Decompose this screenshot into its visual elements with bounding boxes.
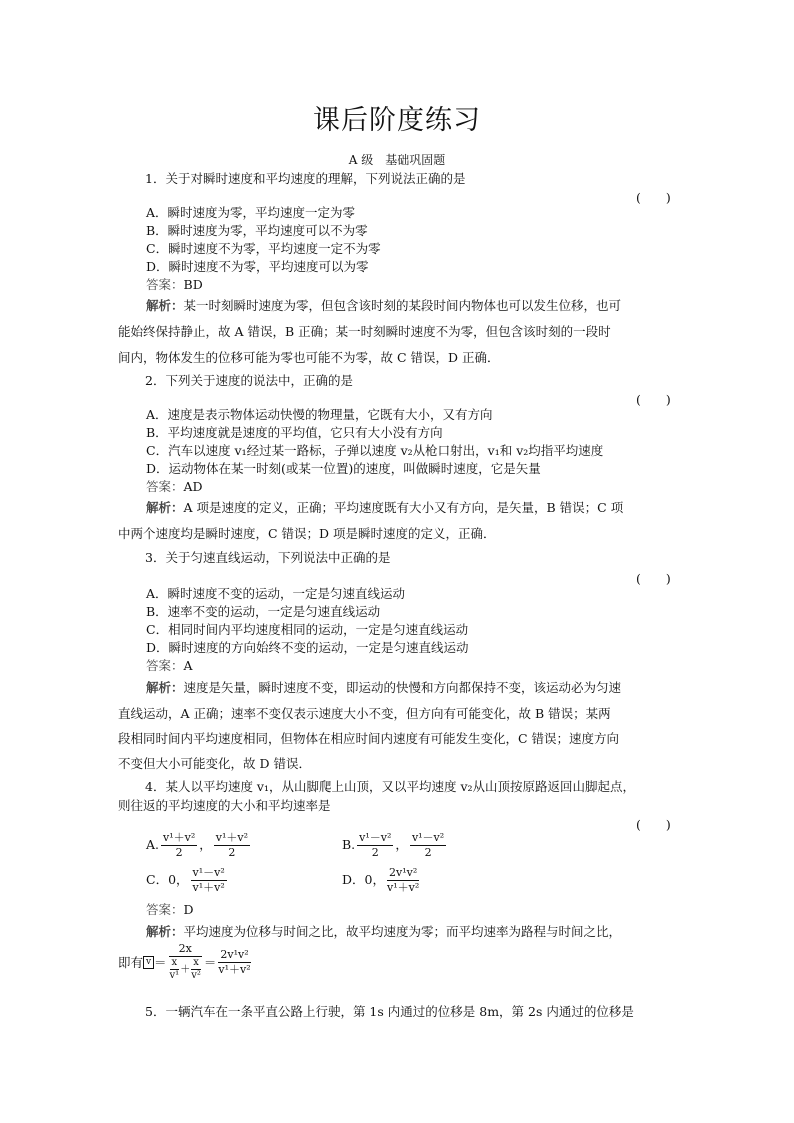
question-3-stem: 3．关于匀速直线运动，下列说法中正确的是 <box>145 550 391 565</box>
q3-explain-line-2: 直线运动，A 正确；速率不变仅表示速度大小不变，但方向有可能变化，故 B 错误；某两 <box>118 706 611 721</box>
q2-explain-line-1: 解析：A 项是速度的定义，正确；平均速度既有大小又有方向，是矢量，B 错误；C 项 <box>146 500 624 515</box>
q3-answer: 答案：A <box>146 658 193 673</box>
q2-option-c: C．汽车以速度 v₁经过某一路标，子弹以速度 v₂从枪口射出，v₁和 v₂均指平均速度 <box>146 443 604 458</box>
question-1-stem: 1．关于对瞬时速度和平均速度的理解，下列说法正确的是 <box>145 171 466 186</box>
answer-blank-4: ( ) <box>636 817 671 832</box>
q3-option-d: D．瞬时速度的方向始终不变的运动，一定是匀速直线运动 <box>146 640 469 655</box>
q1-explain-line-3: 间内，物体发生的位移可能为零也可能不为零，故 C 错误，D 正确． <box>118 350 500 365</box>
q3-option-c: C．相同时间内平均速度相同的运动，一定是匀速直线运动 <box>146 622 469 637</box>
q3-option-a: A．瞬时速度不变的运动，一定是匀速直线运动 <box>146 586 406 601</box>
q1-option-d: D．瞬时速度不为零，平均速度可以为零 <box>146 259 369 274</box>
q2-explain-line-2: 中两个速度均是瞬时速度，C 错误；D 项是瞬时速度的定义，正确． <box>118 526 496 541</box>
answer-blank-1: ( ) <box>636 190 671 205</box>
page-title: 课后阶度练习 <box>313 105 481 136</box>
q1-option-a: A．瞬时速度为零，平均速度一定为零 <box>146 205 356 220</box>
fraction: $\frac{\text{v¹－v²}}{2}$ <box>359 831 392 859</box>
q2-answer: 答案：AD <box>146 479 203 494</box>
q1-option-c: C．瞬时速度不为零，平均速度一定不为零 <box>146 241 381 256</box>
q1-option-b: B．瞬时速度为零，平均速度可以不为零 <box>146 223 368 238</box>
fraction: $\frac{\text{v¹＋v²}}{2}$ <box>163 831 196 859</box>
q3-option-b: B．速率不变的运动，一定是匀速直线运动 <box>146 604 381 619</box>
average-speed-symbol: v <box>143 956 154 969</box>
answer-blank-2: ( ) <box>636 392 671 407</box>
q4-option-d: D．0， $\frac{\text{2v¹v²}}{\text{v¹＋v²}}$ <box>342 866 420 894</box>
q4-formula: 即有 v ＝ 2x $\frac{x}{\text{v¹}}$ ＋ $\frac{x}{\text{v²}}$ ＝ $\frac{\text{2v¹v²}}{\text{v¹＋v²}}$ <box>118 942 251 981</box>
q1-explain-line-1: 解析：某一时刻瞬时速度为零，但包含该时刻的某段时间内物体也可以发生位移，也可 <box>146 298 622 313</box>
fraction: $\frac{\text{v¹＋v²}}{2}$ <box>215 831 249 859</box>
q4-option-c: C．0， $\frac{\text{v¹－v²}}{\text{v¹＋v²}}$ <box>146 866 225 894</box>
fraction: $\frac{\text{2v¹v²}}{\text{v¹＋v²}}$ <box>218 947 251 976</box>
fraction: $\frac{\text{v¹－v²}}{\text{v¹＋v²}}$ <box>192 866 225 894</box>
q4-answer: 答案：D <box>146 902 194 917</box>
q4-option-a: A. $\frac{\text{v¹＋v²}}{2}$ ， $\frac{\text{v¹＋v²}}{2}$ <box>146 831 249 859</box>
q2-option-b: B．平均速度就是速度的平均值，它只有大小没有方向 <box>146 425 443 440</box>
q4-explain-line-1: 解析：平均速度为位移与时间之比，故平均速度为零；而平均速率为路程与时间之比， <box>146 924 622 939</box>
question-4-stem-line-1: 4．某人以平均速度 v₁，从山脚爬上山顶，又以平均速度 v₂从山顶按原路返回山脚起点， <box>145 779 636 794</box>
section-heading: A 级 基础巩固题 <box>348 153 446 167</box>
question-2-stem: 2．下列关于速度的说法中，正确的是 <box>145 373 353 388</box>
question-5-stem: 5．一辆汽车在一条平直公路上行驶，第 1s 内通过的位移是 8m，第 2s 内通过的位移是 <box>145 1004 634 1019</box>
q3-explain-line-4: 不变但大小可能变化，故 D 错误． <box>118 756 311 771</box>
q1-answer: 答案：BD <box>146 277 203 292</box>
q3-explain-line-1: 解析：速度是矢量，瞬时速度不变，即运动的快慢和方向都保持不变，该运动必为匀速 <box>146 680 622 695</box>
q2-option-a: A．速度是表示物体运动快慢的物理量，它既有大小，又有方向 <box>146 407 493 422</box>
fraction: $\frac{\text{v¹－v²}}{2}$ <box>411 831 445 859</box>
question-4-stem-line-2: 则往返的平均速度的大小和平均速率是 <box>118 798 331 813</box>
q4-option-b: B. $\frac{\text{v¹－v²}}{2}$ ， $\frac{\text{v¹－v²}}{2}$ <box>342 831 445 859</box>
answer-blank-3: ( ) <box>636 571 671 586</box>
fraction: $\frac{\text{2v¹v²}}{\text{v¹＋v²}}$ <box>386 866 420 894</box>
q3-explain-line-3: 段相同时间内平均速度相同，但物体在相应时间内速度有可能发生变化，C 错误；速度方向 <box>118 731 620 746</box>
compound-fraction: 2x $\frac{x}{\text{v¹}}$ ＋ $\frac{x}{\text{v²}}$ <box>169 942 201 981</box>
q1-explain-line-2: 能始终保持静止，故 A 错误，B 正确；某一时刻瞬时速度不为零，但包含该时刻的一段时 <box>118 324 611 339</box>
q2-option-d: D．运动物体在某一时刻(或某一位置)的速度，叫做瞬时速度，它是矢量 <box>146 461 541 476</box>
